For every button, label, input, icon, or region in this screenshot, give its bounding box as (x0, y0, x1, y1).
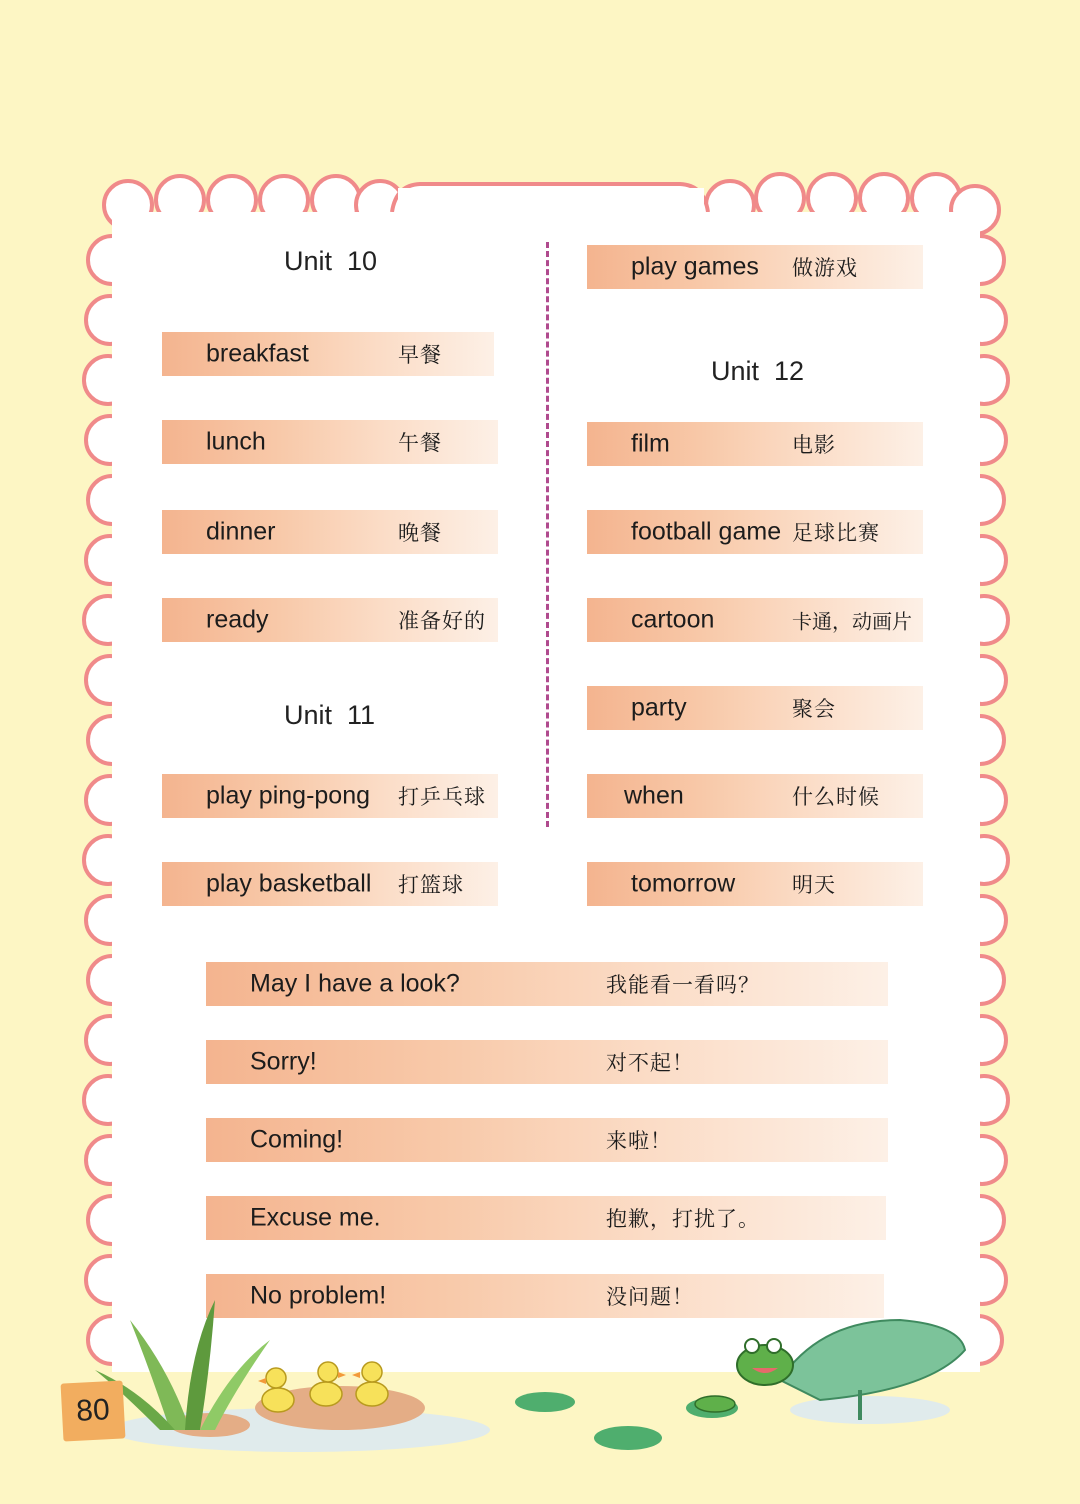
word-english: play basketball (206, 869, 372, 898)
unit-11-title: Unit 11 (284, 700, 376, 730)
vocab-row (587, 686, 923, 730)
word-chinese: 晚餐 (398, 521, 442, 545)
word-english: football game (631, 517, 782, 546)
phrase-row (206, 1040, 888, 1084)
word-english: breakfast (206, 339, 309, 368)
phrase-row (206, 962, 888, 1006)
phrase-english: Excuse me. (250, 1203, 381, 1232)
phrase-chinese: 对不起！ (606, 1051, 694, 1075)
vocab-row (162, 510, 498, 554)
unit-10-title: Unit 10 (284, 246, 378, 276)
phrase-chinese: 来啦！ (606, 1129, 672, 1153)
page-number: 80 (61, 1380, 126, 1441)
vocab-row (587, 422, 923, 466)
word-english: when (624, 781, 684, 810)
vocab-row (587, 510, 923, 554)
vocab-row (162, 332, 494, 376)
word-chinese: 准备好的 (398, 609, 486, 633)
vocab-row (162, 420, 498, 464)
vocab-row (162, 774, 498, 818)
word-english: party (631, 693, 687, 722)
pond-scene-illustration (0, 1290, 1080, 1504)
vocab-row (587, 598, 923, 642)
phrase-row (206, 1196, 886, 1240)
word-chinese: 午餐 (398, 431, 442, 455)
word-chinese: 明天 (792, 873, 836, 897)
word-english: tomorrow (631, 869, 736, 898)
word-english: ready (206, 605, 269, 634)
unit-12-title: Unit 12 (711, 356, 805, 386)
word-chinese: 卡通，动画片 (792, 609, 912, 634)
vocab-row (587, 774, 923, 818)
word-english: lunch (206, 427, 266, 456)
vocab-row (162, 598, 498, 642)
phrase-chinese: 没问题！ (606, 1285, 694, 1309)
column-divider (546, 242, 549, 827)
vocab-row (162, 862, 498, 906)
word-english: film (631, 429, 670, 458)
phrase-english: Sorry! (250, 1047, 317, 1076)
vocab-row (587, 862, 923, 906)
word-chinese: 做游戏 (792, 256, 858, 280)
word-english: cartoon (631, 605, 715, 634)
word-english: play games (631, 252, 759, 281)
phrase-chinese: 抱歉，打扰了。 (606, 1207, 760, 1231)
vocab-row (587, 245, 923, 289)
phrase-row (206, 1118, 888, 1162)
word-chinese: 打乒乓球 (398, 785, 486, 809)
word-chinese: 电影 (792, 433, 836, 457)
phrase-english: May I have a look? (250, 969, 460, 998)
phrase-english: No problem! (250, 1281, 387, 1310)
word-chinese: 聚会 (792, 697, 836, 721)
phrase-chinese: 我能看一看吗？ (606, 973, 760, 997)
word-english: play ping-pong (206, 781, 371, 810)
word-chinese: 早餐 (398, 343, 442, 367)
word-chinese: 打篮球 (398, 873, 464, 897)
phrase-english: Coming! (250, 1125, 344, 1154)
word-english: dinner (206, 517, 276, 546)
word-chinese: 足球比赛 (792, 521, 880, 545)
word-chinese: 什么时候 (792, 785, 880, 809)
